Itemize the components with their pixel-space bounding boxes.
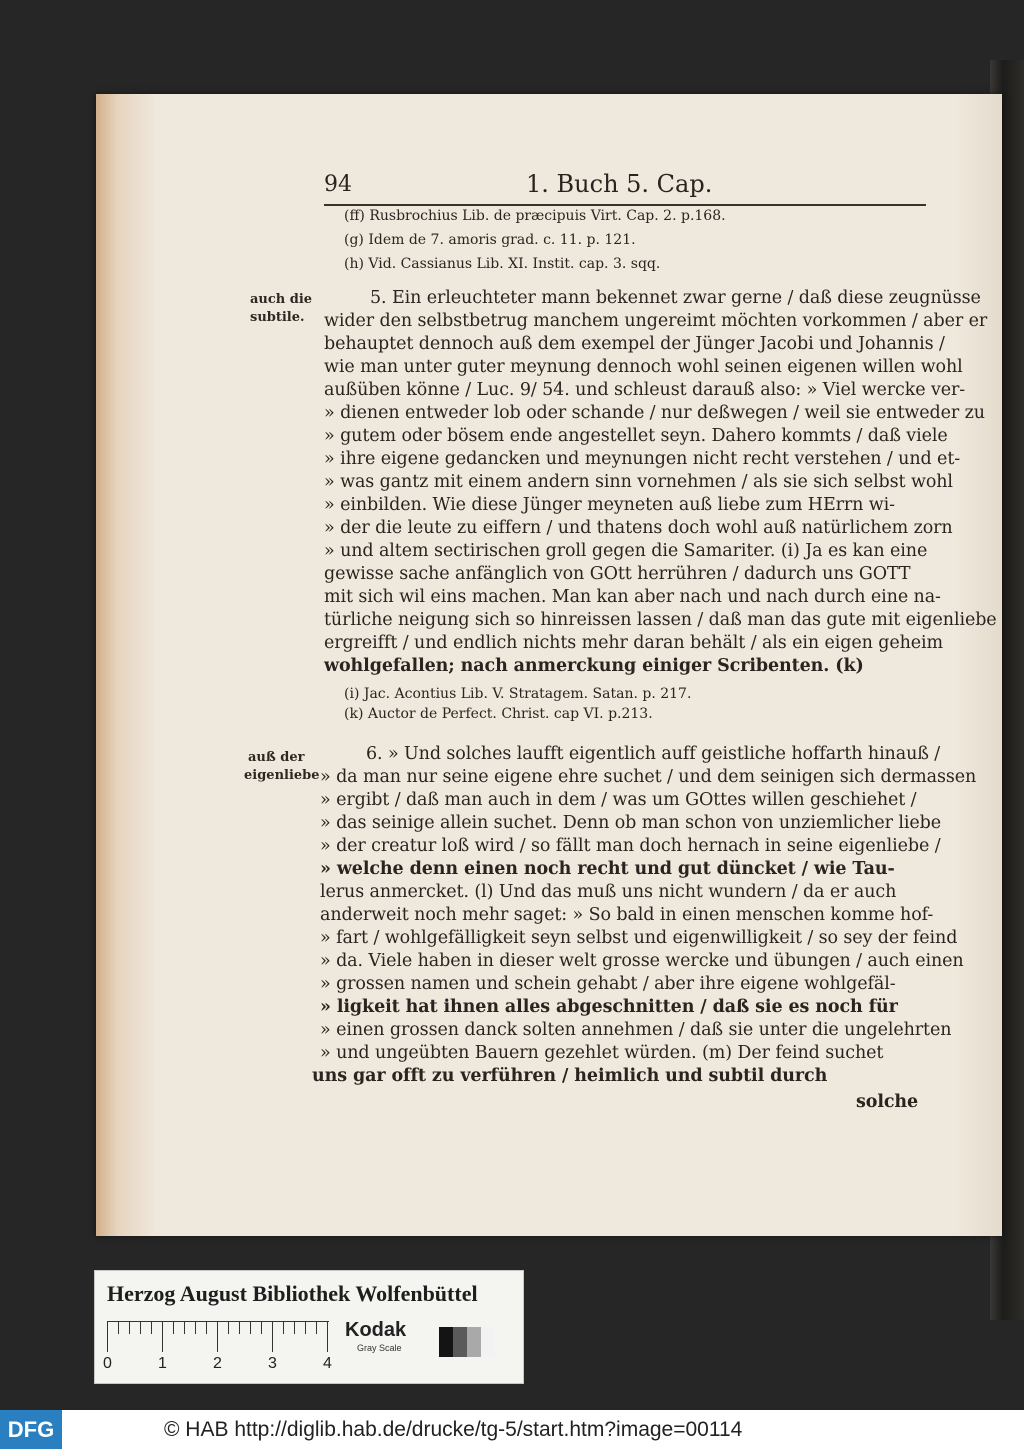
- text-line: » der creatur loß wird / so fällt man doch hernach in seine eigenliebe /: [320, 836, 941, 856]
- text-line: uns gar offt zu verführen / heimlich und subtil durch: [312, 1066, 828, 1086]
- kodak-logo: Kodak: [345, 1319, 407, 1341]
- header-rule: [324, 204, 926, 206]
- ruler-number: 2: [213, 1355, 222, 1372]
- footer-bar: [0, 1410, 1024, 1449]
- text-line: wie man unter guter meynung dennoch wohl seinen eigenen willen wohl: [324, 357, 963, 377]
- ruler-tick: [239, 1322, 240, 1334]
- text-line: behauptet dennoch auß dem exempel der Jünger Jacobi und Johannis /: [324, 334, 945, 354]
- page-number: 94: [324, 172, 352, 197]
- text-line: wider den selbstbetrug manchem ungereimt möchten vorkommen / aber er: [324, 311, 988, 331]
- dfg-logo[interactable]: DFG: [0, 1410, 62, 1449]
- margin-note-2-line1: auß der: [248, 750, 305, 765]
- ruler-tick: [140, 1322, 141, 1334]
- footnote-h: (h) Vid. Cassianus Lib. XI. Instit. cap. 3. sqq.: [344, 256, 661, 272]
- ruler-tick: [162, 1322, 163, 1352]
- book-page: [96, 94, 1002, 1236]
- text-line: mit sich wil eins machen. Man kan aber nach und nach durch eine na-: [324, 587, 941, 607]
- ruler-number: 4: [323, 1355, 332, 1372]
- ruler-tick: [316, 1322, 317, 1334]
- text-line: » und ungeübten Bauern gezehlet würden. (m) Der feind suchet: [320, 1043, 884, 1063]
- text-line: » das seinige allein suchet. Denn ob man schon von unziemlicher liebe: [320, 813, 942, 833]
- margin-note-1-line1: auch die: [250, 292, 313, 307]
- text-line: gewisse sache anfänglich von GOtt herrühren / dadurch uns GOTT: [324, 564, 911, 584]
- catchword: solche: [856, 1092, 919, 1112]
- text-line: lerus anmercket. (l) Und das muß uns nicht wundern / da er auch: [320, 882, 897, 902]
- text-line: wohlgefallen; nach anmerckung einiger Scribenten. (k): [324, 656, 864, 676]
- text-line: » und altem sectirischen groll gegen die Samariter. (i) Ja es kan eine: [324, 541, 928, 561]
- text-line: » ligkeit hat ihnen alles abgeschnitten / daß sie es noch für: [320, 997, 898, 1017]
- ruler-tick: [107, 1322, 108, 1352]
- swatch: [453, 1327, 467, 1357]
- text-line: » was gantz mit einem andern sinn vornehmen / als sie sich selbst wohl: [324, 472, 953, 492]
- swatch: [439, 1327, 453, 1357]
- text-line: » ergibt / daß man auch in dem / was um GOttes willen geschiehet /: [320, 790, 917, 810]
- text-line: » einbilden. Wie diese Jünger meyneten auß liebe zum HErrn wi-: [324, 495, 895, 515]
- text-line: 5. Ein erleuchteter mann bekennet zwar gerne / daß diese zeugnüsse: [370, 288, 981, 308]
- footnote-g: (g) Idem de 7. amoris grad. c. 11. p. 121.: [344, 232, 636, 248]
- margin-note-2-line2: eigenliebe: [244, 768, 320, 783]
- swatch: [481, 1327, 495, 1357]
- ruler-tick: [228, 1322, 229, 1334]
- gray-swatches: [439, 1327, 495, 1357]
- copyright-link[interactable]: © HAB http://diglib.hab.de/drucke/tg-5/start.htm?image=00114: [164, 1418, 743, 1441]
- text-line: anderweit noch mehr saget: » So bald in einen menschen komme hof-: [320, 905, 934, 925]
- ruler-tick: [272, 1322, 273, 1352]
- ruler-tick: [305, 1322, 306, 1334]
- ruler-tick: [327, 1322, 328, 1352]
- swatch: [467, 1327, 481, 1357]
- ruler-tick: [195, 1322, 196, 1334]
- text-line: » gutem oder bösem ende angestellet seyn. Dahero kommts / daß viele: [324, 426, 948, 446]
- ruler-tick: [294, 1322, 295, 1334]
- ruler-tick: [129, 1322, 130, 1334]
- ruler-number: 1: [158, 1355, 167, 1372]
- ruler-tick: [173, 1322, 174, 1334]
- text-line: » dienen entweder lob oder schande / nur deßwegen / weil sie entweder zu: [324, 403, 985, 423]
- text-line: » ihre eigene gedancken und meynungen nicht recht verstehen / und et-: [324, 449, 961, 469]
- library-title: Herzog August Bibliothek Wolfenbüttel: [107, 1281, 478, 1306]
- text-line: » grossen namen und schein gehabt / aber ihre eigene wohlgefäl-: [320, 974, 896, 994]
- footnote-k: (k) Auctor de Perfect. Christ. cap VI. p.213.: [344, 706, 653, 722]
- running-title: 1. Buch 5. Cap.: [526, 170, 713, 198]
- ruler-tick: [118, 1322, 119, 1334]
- ruler: [107, 1321, 329, 1356]
- ruler-tick: [217, 1322, 218, 1352]
- ruler-tick: [151, 1322, 152, 1334]
- margin-note-1-line2: subtile.: [250, 310, 305, 325]
- footnote-ff: (ff) Rusbrochius Lib. de præcipuis Virt. Cap. 2. p.168.: [344, 208, 726, 224]
- ruler-number: 3: [268, 1355, 277, 1372]
- ruler-number: 0: [103, 1355, 112, 1372]
- gray-scale-label: Gray Scale: [357, 1343, 402, 1353]
- text-line: außüben könne / Luc. 9/ 54. und schleust darauß also: » Viel wercke ver-: [324, 380, 966, 400]
- gray-scale-card: [94, 1270, 524, 1384]
- text-line: » einen grossen danck solten annehmen / daß sie unter die ungelehrten: [320, 1020, 952, 1040]
- text-line: ergreifft / und endlich nichts mehr daran behält / als ein eigen geheim: [324, 633, 944, 653]
- text-line: » fart / wohlgefälligkeit seyn selbst und eigenwilligkeit / so sey der feind: [320, 928, 958, 948]
- ruler-tick: [184, 1322, 185, 1334]
- ruler-tick: [206, 1322, 207, 1334]
- ruler-tick: [250, 1322, 251, 1334]
- text-line: » welche denn einen noch recht und gut düncket / wie Tau-: [320, 859, 895, 879]
- text-line: » da man nur seine eigene ehre suchet / und dem seinigen sich dermassen: [320, 767, 977, 787]
- ruler-tick: [283, 1322, 284, 1334]
- text-line: » da. Viele haben in dieser welt grosse wercke und übungen / auch einen: [320, 951, 964, 971]
- text-line: 6. » Und solches laufft eigentlich auff geistliche hoffarth hinauß /: [366, 744, 941, 764]
- text-line: türliche neigung sich so hinreissen lassen / daß man das gute mit eigenliebe: [324, 610, 997, 630]
- ruler-tick: [261, 1322, 262, 1334]
- footnote-i: (i) Jac. Acontius Lib. V. Stratagem. Satan. p. 217.: [344, 686, 692, 702]
- text-line: » der die leute zu eiffern / und thatens doch wohl auß natürlichem zorn: [324, 518, 953, 538]
